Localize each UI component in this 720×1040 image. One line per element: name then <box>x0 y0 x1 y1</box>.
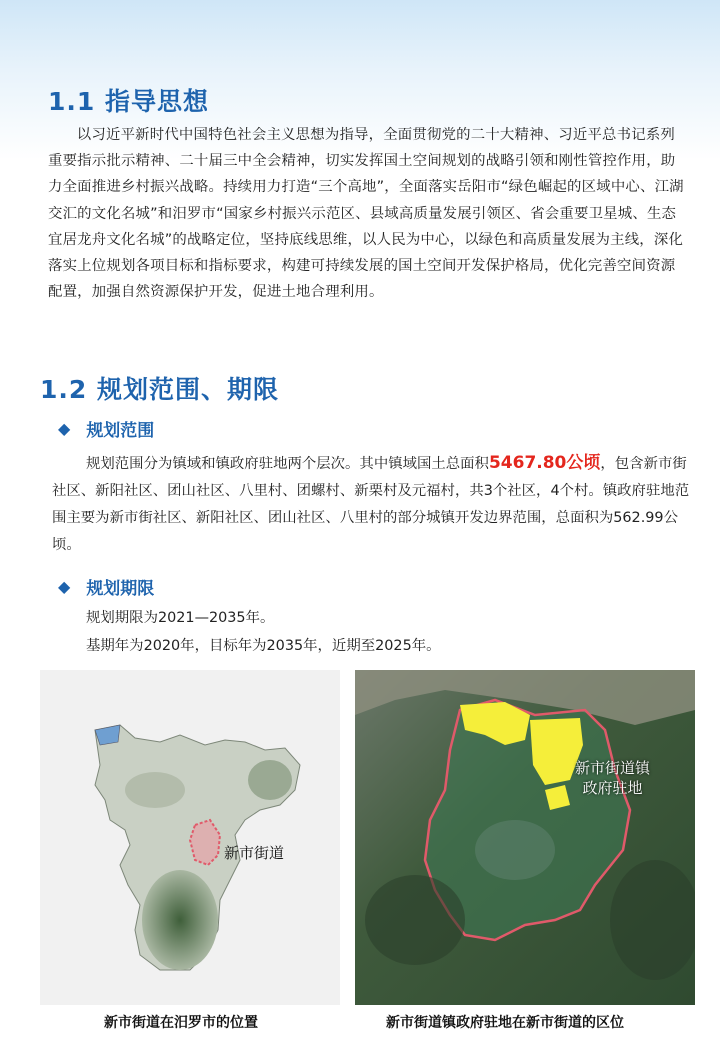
terrain-patch <box>475 820 555 880</box>
period-line-2: 基期年为2020年，目标年为2035年，近期至2025年。 <box>86 638 441 654</box>
diamond-bullet-icon: ◆ <box>58 577 71 596</box>
period-heading-label: 规划期限 <box>86 579 155 599</box>
diamond-bullet-icon: ◆ <box>58 419 71 438</box>
section-1-paragraph: 以习近平新时代中国特色社会主义思想为指导，全面贯彻党的二十大精神、习近平总书记系列重要指示批示精神、二十届三中全会精神，切实发挥国土空间规划的战略引领和刚性管控作用，助力全面推进乡村振兴战略。持续用力打造“三个高地”，全面落实岳阳市“绿色崛起的区域中心、江湖交汇的文化名城”和汨罗市“国家乡村振兴示范区、县域高质量发展引领区、省会重要卫星城、生态宜居龙舟文化名城”的战略定位，坚持底线思维，以人民为中心，以绿色和高质量发展为主线，深化落实上位规划各项目标和指标要求，构建可持续发展的国土空间开发保护格局，优化完善空间资源配置，加强自然资源保护开发，促进土地合理利用。 <box>48 127 684 301</box>
xinshi-map-label: 新市街道 <box>224 844 285 862</box>
mountain-relief <box>142 870 218 970</box>
section-1-title: 1.1 指导思想 <box>48 87 209 116</box>
total-area-highlight: 5467.80公顷 <box>488 453 601 473</box>
scope-paragraph <box>52 450 692 559</box>
scope-text-after: ，包含新市街社区、新阳社区、团山社区、八里村、团螺村、新栗村及元福村，共3个社区，4个村。镇政府驻地范围主要为新市街社区、新阳社区、团山社区、八里村的部分城镇开发边界范围，总面积为562.99公顷。 <box>52 456 690 553</box>
period-line-1: 规划期限为2021—2035年。 <box>86 610 275 626</box>
terrain-patch <box>248 760 292 800</box>
seat-label-line-2: 政府驻地 <box>582 779 643 797</box>
satellite-map-graphic <box>355 670 695 1005</box>
left-map-caption: 新市街道在汨罗市的位置 <box>104 1015 258 1031</box>
seat-label-line-1: 新市街道镇 <box>575 759 651 777</box>
scope-heading-label: 规划范围 <box>86 421 155 441</box>
terrain-patch <box>365 875 465 965</box>
terrain-patch <box>125 772 185 808</box>
scope-text-before: 规划范围分为镇域和镇政府驻地两个层次。其中镇域国土总面积 <box>86 456 489 472</box>
location-map-xinshi <box>355 670 695 1005</box>
miluo-map-graphic <box>40 670 340 1005</box>
scope-heading <box>58 416 154 441</box>
seat-map-label <box>575 758 650 798</box>
period-heading <box>58 574 154 599</box>
right-map-caption: 新市街道镇政府驻地在新市街道的区位 <box>386 1015 624 1031</box>
section-2-title: 1.2 规划范围、期限 <box>40 375 279 404</box>
location-map-miluo <box>40 670 340 1005</box>
